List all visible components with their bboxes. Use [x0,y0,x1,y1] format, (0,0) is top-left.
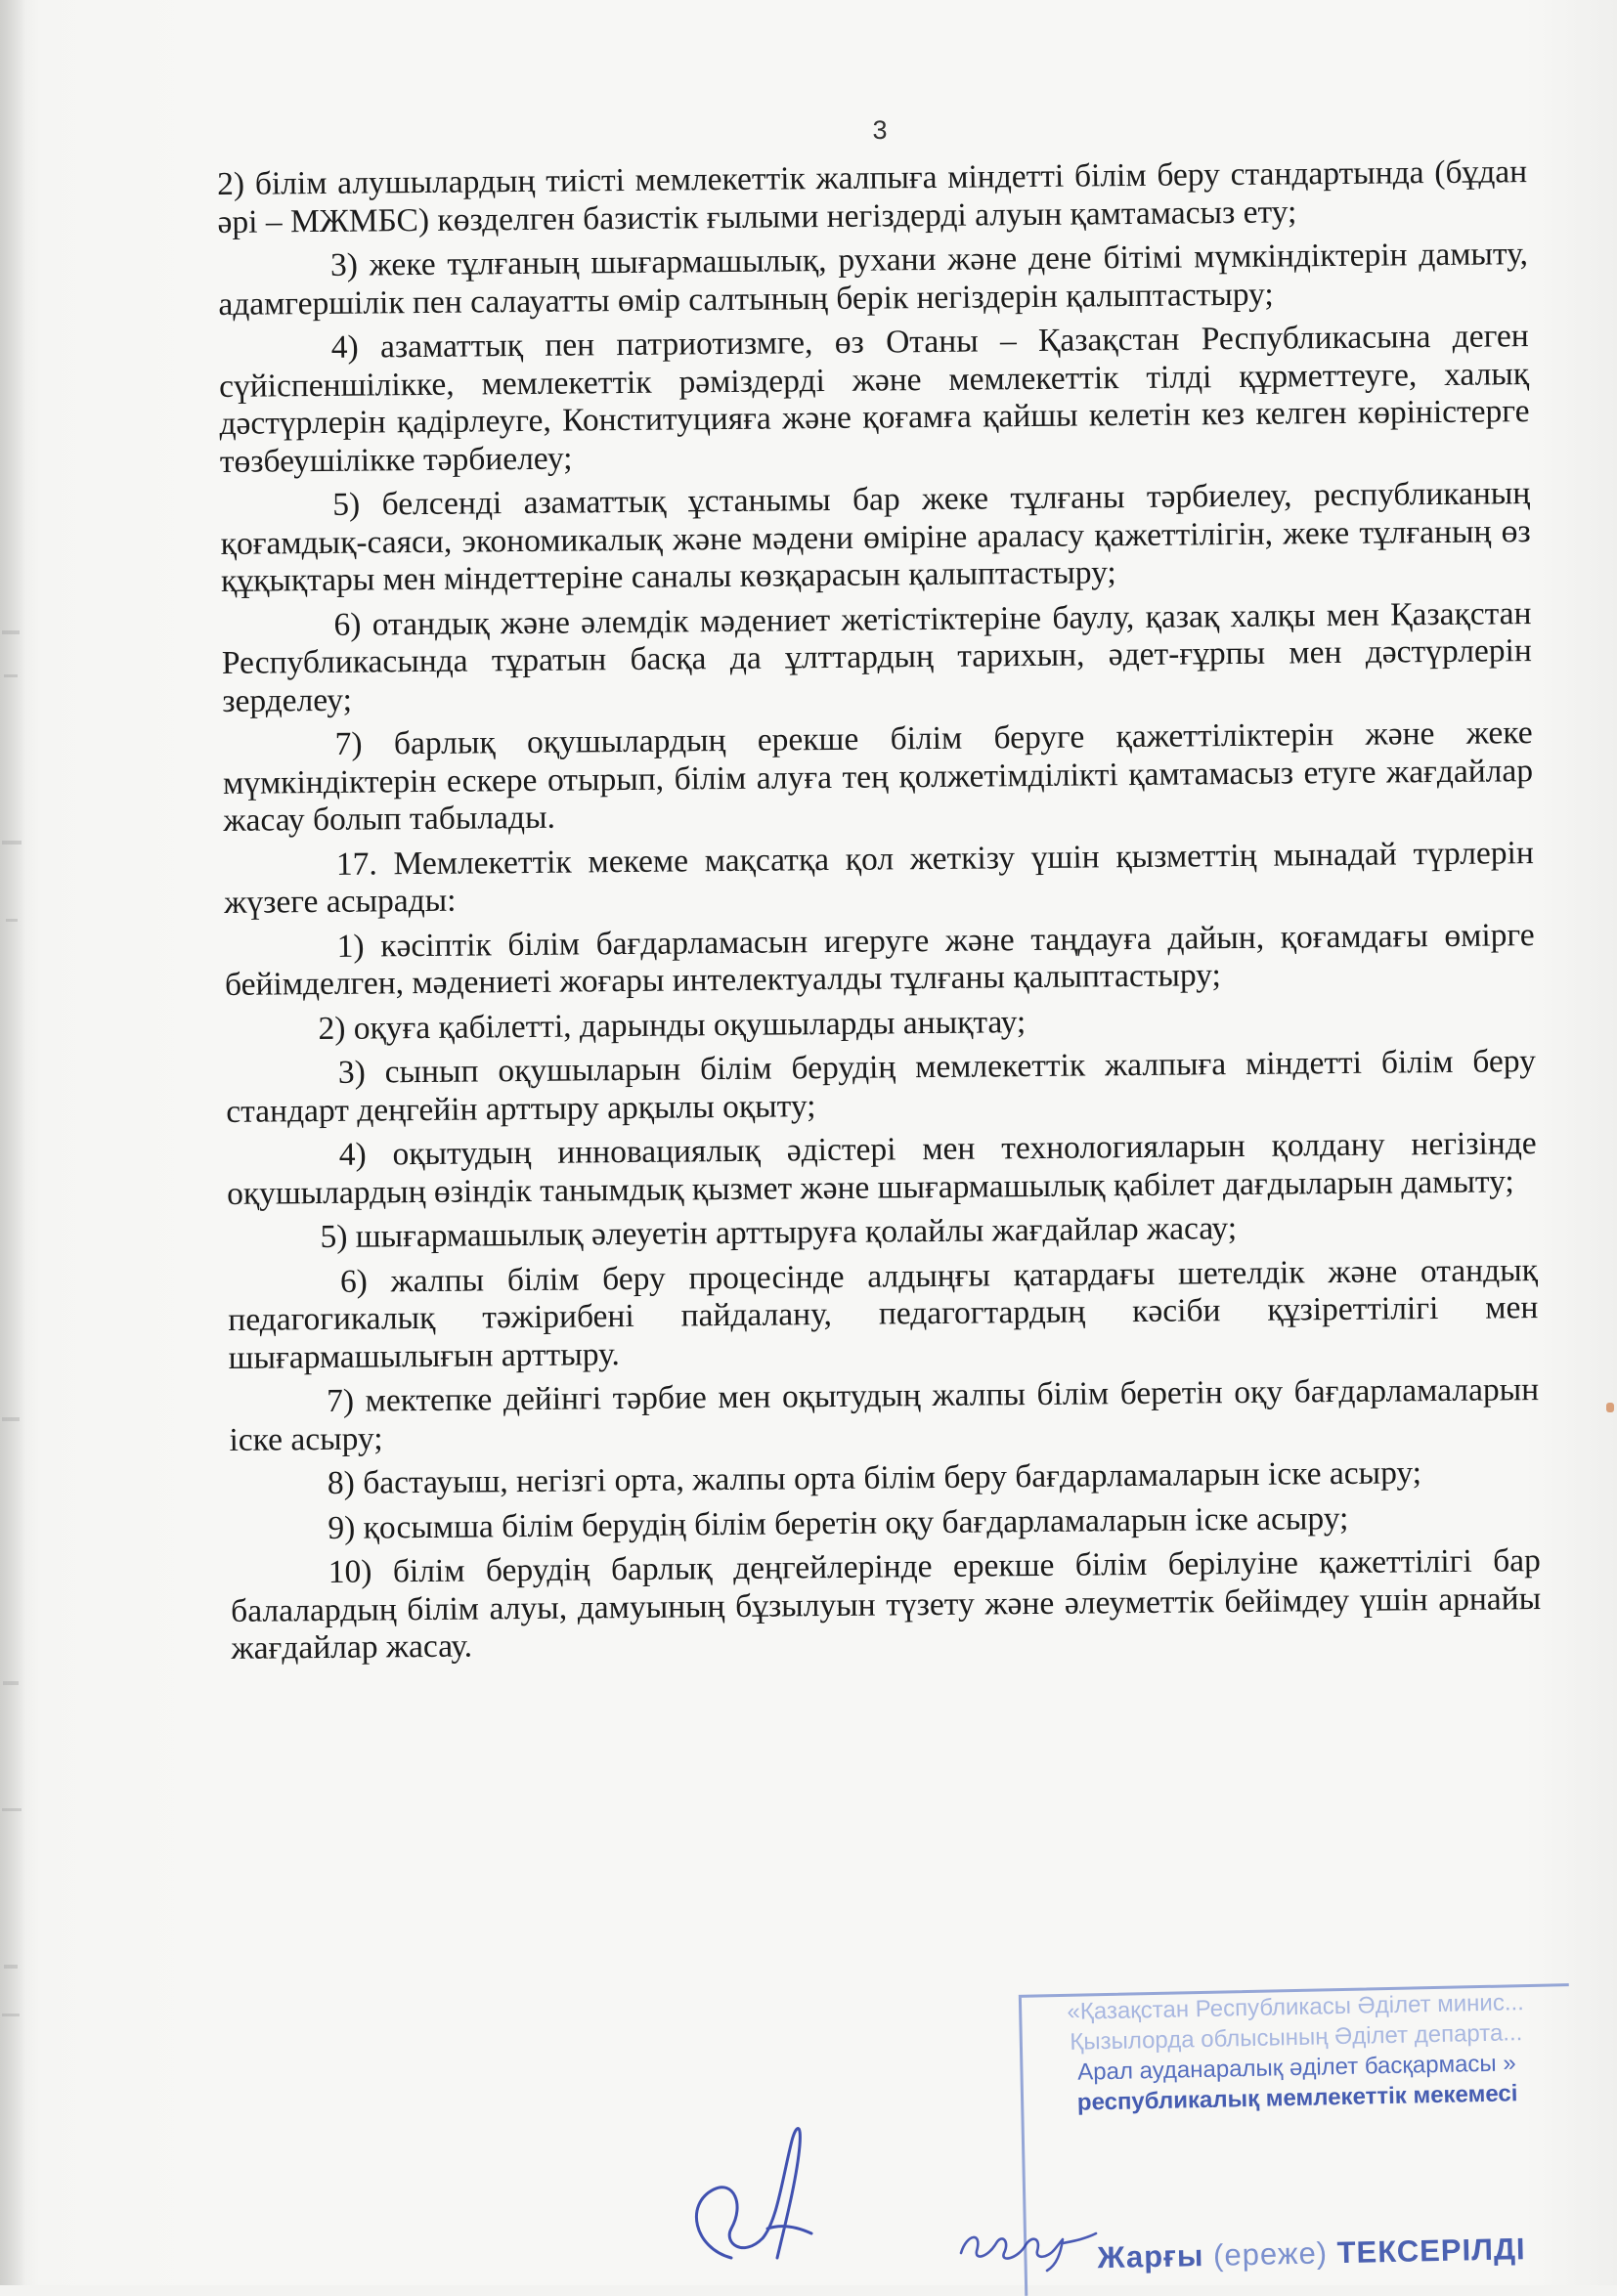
section-17-heading: 17. Мемлекеттік мекеме мақсатқа қол жеткізу үшін қызметтің мынадай түрлерін жүзеге асырады: [224,834,1534,921]
paragraph-item-4: 4) азаматтық пен патриотизмге, өз Отаны – Қазақстан Республикасына деген сүйіспеншілікке, мемлекеттік рәміздерді және мемлекеттік тілді құрметтеуге, халық дәстүрлерін қадірлеуге, Конституцияға және қоғамға қайшы келетін кез келген көріністерге төзбеушілікке тәрбиелеу; [218,318,1530,480]
scan-speck [1606,1403,1614,1412]
paragraph-item-6: 6) отандық және әлемдік мәдениет жетістіктеріне баулу, қазақ халқы мен Қазақстан Республикасында тұратын басқа да ұлттардың тарихын, әдет-ғұрпы мен дәстүрлерін зерделеу; [221,594,1532,719]
paragraph-item-2: 2) білім алушылардың тиісті мемлекеттік жалпыға міндетті білім беру стандартында (бұдан әрі – МЖМБС) көзделген базистік ғылыми негіздерді алуын қамтамасыз ету; [217,153,1528,240]
paragraph-item-7: 7) барлық оқушылардың ерекше білім беруге қажеттіліктерін және жеке мүмкіндіктерін ескере отырып, білім алуға тең қолжетімділікті қамтамасыз етуге жағдайлар жасау болып табылады. [222,715,1534,839]
activity-item-7: 7) мектепке дейінгі тәрбие мен оқытудың жалпы білім беретін оқу бағдарламаларын іске асыру; [229,1371,1540,1458]
activity-item-2: 2) оқуға қабілетті, дарынды оқушыларды анықтау; [318,1003,1027,1047]
document-body [217,153,1542,1674]
stamp-verified-word: ТЕКСЕРІЛДІ [1336,2231,1526,2271]
stamp-line-institution: республикалық мемлекеттік мекемесі [1076,2080,1518,2116]
stamp-verified-main: Жарғы [1097,2238,1204,2275]
activity-item-8: 8) бастауыш, негізгі орта, жалпы орта білім беру бағдарламаларын іске асыру; [327,1454,1422,1501]
activity-item-5: 5) шығармашылық әлеуетін арттыруға қолайлы жағдайлар жасау; [320,1210,1238,1256]
activity-item-3: 3) сынып оқушыларын білім берудің мемлекеттік жалпыға міндетті білім беру стандарт деңгейін арттыру арқылы оқыту; [226,1043,1537,1130]
initials-icon [953,2214,1100,2273]
activity-item-1: 1) кәсіптік білім бағдарламасын игеруге және таңдауға дайын, қоғамдағы өмірге бейімделген, мәдениеті жоғары интелектуалды тұлғаны қалыптастыру; [224,916,1535,1003]
stamp-line-ministry: «Қазақстан Республикасы Әділет минис... [1067,1989,1525,2025]
page-number: 3 [872,115,888,145]
activity-item-6: 6) жалпы білім беру процесінде алдыңғы қатардағы шетелдік және отандық педагогикалық тәжірибені пайдалану, педагогтардың кәсіби құзіреттілігі мен шығармашылығын арттыру. [228,1251,1539,1376]
paragraph-item-3: 3) жеке тұлғаның шығармашылық, рухани және дене бітімі мүмкіндіктерін дамыту, адамгершілік пен салауатты өмір салтының берік негіздерін қалыптастыру; [218,236,1529,323]
verification-stamp [1019,1983,1575,2296]
stamp-line-office: Арал ауданаралық әділет басқармасы » [1076,2050,1516,2086]
signature-icon [675,2111,831,2273]
stamp-verified-text [1097,2231,1526,2275]
stamp-line-department: Қызылорда облысының Әділет департа... [1070,2019,1523,2056]
scan-edge-marks [0,0,39,2285]
activity-item-4: 4) оқытудың инновациялық әдістері мен технологияларын қолдану негізінде оқушылардың өзіндік танымдық қызмет және шығармашылық қабілет дағдыларын дамыту; [226,1125,1537,1212]
stamp-verified-sub: (ереже) [1212,2235,1329,2273]
activity-item-9: 9) қосымша білім берудің білім беретін оқу бағдарламаларын іске асыру; [328,1499,1349,1546]
activity-item-10: 10) білім берудің барлық деңгейлерінде ерекше білім берілуіне қажеттілігі бар балалардың білім алуы, дамуының бұзылуын түзету және әлеуметтік бейімдеу үшін арнайы жағдайлар жасау. [231,1542,1542,1667]
paragraph-item-5: 5) белсенді азаматтық ұстанымы бар жеке тұлғаны тәрбиелеу, республиканың қоғамдық-саяси, экономикалық және мәдени өміріне араласу қажеттілігін, жеке тұлғаның өз құқықтары мен міндеттеріне саналы көзқарасын қалыптастыру; [220,475,1531,599]
